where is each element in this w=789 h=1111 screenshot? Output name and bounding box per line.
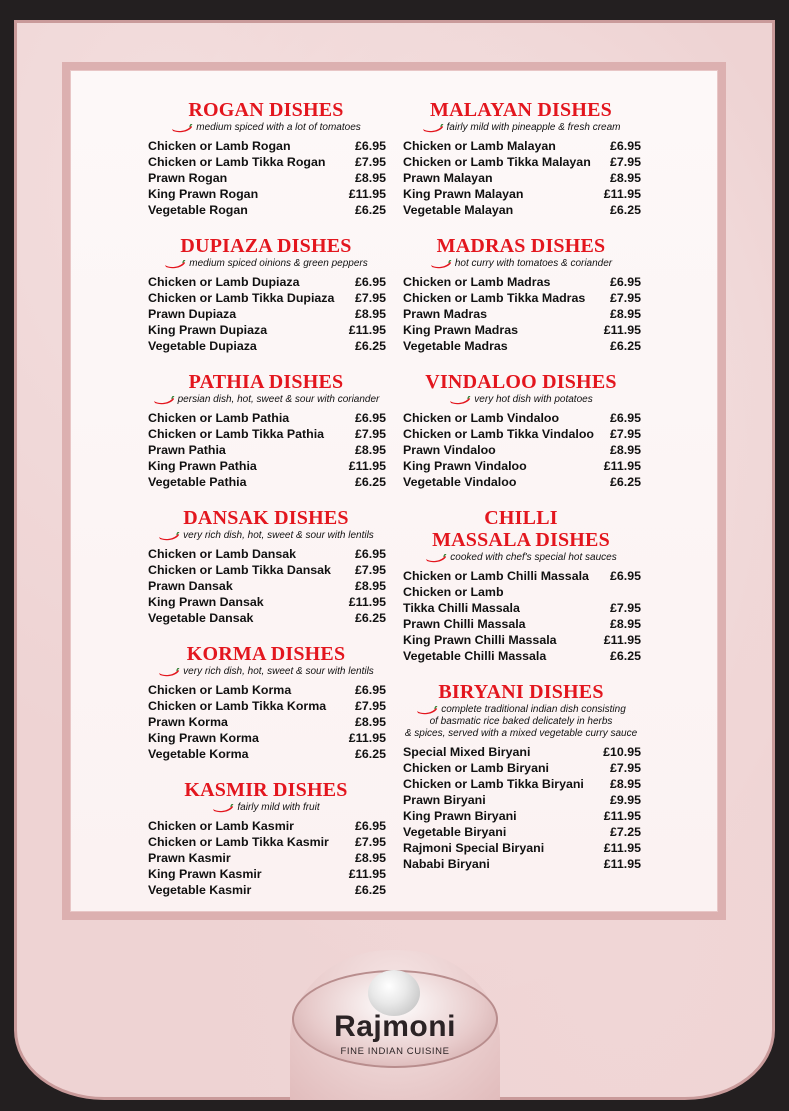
item-name: King Prawn Biryani: [403, 809, 517, 823]
section-description: [146, 530, 386, 542]
chilli-icon: [425, 554, 447, 563]
item-name: King Prawn Rogan: [148, 187, 259, 201]
description-line: medium spiced with a lot of tomatoes: [196, 122, 361, 133]
item-price: £7.95: [609, 155, 641, 169]
chilli-icon: [449, 396, 471, 405]
item-name: Chicken or Lamb Tikka Pathia: [148, 427, 325, 441]
description-line: hot curry with tomatoes & coriander: [454, 258, 613, 269]
menu-item: [146, 474, 386, 490]
item-name: King Prawn Dansak: [148, 595, 264, 609]
item-name: Chicken or Lamb Tikka Kasmir: [148, 835, 329, 849]
item-name: Chicken or Lamb Vindaloo: [403, 411, 560, 425]
item-price: £8.95: [609, 443, 641, 457]
menu-item: [146, 322, 386, 338]
section-description: [146, 802, 386, 814]
description-line: very hot dish with potatoes: [474, 394, 593, 405]
chilli-icon: [153, 396, 175, 405]
item-price: £6.25: [609, 203, 641, 217]
section-description: [146, 258, 386, 270]
rajmoni-logo: [292, 962, 498, 1072]
item-price: £8.95: [354, 443, 386, 457]
item-name: Chicken or Lamb Tikka Malayan: [403, 155, 591, 169]
item-price: £11.95: [603, 633, 641, 647]
item-price: £11.95: [603, 809, 641, 823]
item-price: £11.95: [348, 731, 386, 745]
item-price: £11.95: [348, 595, 386, 609]
item-price: £11.95: [348, 867, 386, 881]
item-name: Vegetable Dansak: [148, 611, 254, 625]
item-name: Chicken or Lamb Madras: [403, 275, 551, 289]
item-price: £8.95: [354, 307, 386, 321]
item-price: £7.95: [609, 427, 641, 441]
chilli-icon: [416, 706, 438, 715]
menu-item: [146, 818, 386, 834]
item-price: £8.95: [354, 579, 386, 593]
item-price: £6.95: [609, 569, 641, 583]
menu-section: [146, 235, 386, 354]
menu-item: [146, 882, 386, 898]
item-name: Vegetable Kasmir: [148, 883, 252, 897]
item-name: Chicken or Lamb Biryani: [403, 761, 549, 775]
item-price: £7.95: [609, 601, 641, 615]
menu-item: [401, 744, 641, 760]
menu-item: [401, 760, 641, 776]
item-name: Prawn Kasmir: [148, 851, 231, 865]
section-description: [401, 552, 641, 564]
menu-item: [401, 186, 641, 202]
menu-item: [401, 138, 641, 154]
item-name: Prawn Rogan: [148, 171, 228, 185]
item-price: £6.25: [354, 611, 386, 625]
menu-item: [146, 562, 386, 578]
item-name: Prawn Chilli Massala: [403, 617, 526, 631]
item-price: £7.95: [354, 835, 386, 849]
item-price: £6.25: [609, 649, 641, 663]
menu-item: [401, 776, 641, 792]
menu-item: [146, 274, 386, 290]
menu-item: [401, 426, 641, 442]
menu-item: [401, 274, 641, 290]
item-name: Chicken or Lamb Chilli Massala: [403, 569, 589, 583]
item-price: £10.95: [603, 745, 641, 759]
menu-item: [401, 442, 641, 458]
menu-column-left: [146, 99, 386, 915]
item-price: £11.95: [348, 323, 386, 337]
item-price: £6.25: [609, 475, 641, 489]
item-price: £8.95: [354, 171, 386, 185]
menu-section: [401, 507, 641, 664]
menu-item: [146, 138, 386, 154]
item-price: £6.95: [609, 139, 641, 153]
item-price: £7.95: [609, 761, 641, 775]
menu-item: [146, 306, 386, 322]
item-name: Vegetable Biryani: [403, 825, 507, 839]
menu-item: [146, 610, 386, 626]
menu-section: [146, 779, 386, 898]
section-description: [146, 666, 386, 678]
item-price: £6.95: [354, 819, 386, 833]
item-name: Nababi Biryani: [403, 857, 490, 871]
item-price: £6.25: [354, 339, 386, 353]
menu-section: [146, 643, 386, 762]
section-description: [146, 394, 386, 406]
item-name: King Prawn Pathia: [148, 459, 257, 473]
logo-tagline: FINE INDIAN CUISINE: [340, 1046, 450, 1057]
item-price: £8.95: [609, 307, 641, 321]
item-name: Chicken or Lamb Tikka Dupiaza: [148, 291, 335, 305]
item-name: Chicken or Lamb Korma: [148, 683, 292, 697]
item-price: £7.95: [354, 699, 386, 713]
menu-item: [401, 410, 641, 426]
item-price: £6.25: [354, 883, 386, 897]
menu-item: [146, 546, 386, 562]
section-title: DANSAK DISHES: [183, 507, 349, 529]
item-name: Chicken or Lamb Tikka Rogan: [148, 155, 326, 169]
logo-name: Rajmoni: [334, 1010, 456, 1043]
menu-item: [401, 808, 641, 824]
menu-item: [146, 426, 386, 442]
item-name: Vegetable Malayan: [403, 203, 514, 217]
description-line: complete traditional indian dish consisting: [441, 704, 626, 715]
item-name: Vegetable Pathia: [148, 475, 247, 489]
item-name: Vegetable Chilli Massala: [403, 649, 547, 663]
section-description: [401, 704, 641, 740]
menu-item: [401, 568, 641, 584]
item-name: Chicken or Lamb Pathia: [148, 411, 290, 425]
menu-item: [146, 714, 386, 730]
section-description: [401, 394, 641, 406]
item-price: £11.95: [603, 323, 641, 337]
item-price: £11.95: [603, 187, 641, 201]
item-price: £7.95: [354, 155, 386, 169]
menu-item: [401, 322, 641, 338]
item-price: £6.95: [354, 411, 386, 425]
item-price: £6.95: [354, 683, 386, 697]
item-price: £11.95: [348, 187, 386, 201]
item-name: King Prawn Madras: [403, 323, 518, 337]
item-price: £7.25: [609, 825, 641, 839]
item-name: Prawn Malayan: [403, 171, 493, 185]
item-name: Vegetable Madras: [403, 339, 508, 353]
item-name: Prawn Biryani: [403, 793, 486, 807]
menu-item: [146, 850, 386, 866]
item-name: Chicken or Lamb Dansak: [148, 547, 297, 561]
item-price: £11.95: [603, 857, 641, 871]
item-price: £8.95: [354, 851, 386, 865]
chilli-icon: [422, 124, 444, 133]
chilli-icon: [158, 668, 180, 677]
item-name: Vegetable Rogan: [148, 203, 248, 217]
menu-item: [146, 186, 386, 202]
menu-section: [401, 235, 641, 354]
menu-item: [146, 834, 386, 850]
item-name: Rajmoni Special Biryani: [403, 841, 545, 855]
item-name: King Prawn Kasmir: [148, 867, 262, 881]
section-title: BIRYANI DISHES: [438, 681, 604, 703]
item-name: Vegetable Dupiaza: [148, 339, 257, 353]
item-name: King Prawn Korma: [148, 731, 259, 745]
menu-item: [146, 746, 386, 762]
section-title: KASMIR DISHES: [184, 779, 348, 801]
menu-item: [401, 856, 641, 872]
chilli-icon: [171, 124, 193, 133]
section-description: [401, 122, 641, 134]
menu-item: [401, 616, 641, 632]
item-price: £8.95: [354, 715, 386, 729]
item-name: Chicken or Lamb Tikka Biryani: [403, 777, 584, 791]
menu-item: [146, 442, 386, 458]
description-line: medium spiced oinions & green peppers: [189, 258, 368, 269]
menu-item: [401, 792, 641, 808]
menu-section: [146, 99, 386, 218]
item-name: Prawn Korma: [148, 715, 228, 729]
item-price: £6.95: [609, 275, 641, 289]
item-price: £11.95: [603, 459, 641, 473]
menu-item: [146, 682, 386, 698]
menu-item: [401, 306, 641, 322]
item-name: Prawn Pathia: [148, 443, 226, 457]
section-title: MALAYAN DISHES: [430, 99, 612, 121]
description-line: persian dish, hot, sweet & sour with coriander: [177, 394, 380, 405]
menu-item: [401, 648, 641, 664]
item-price: £11.95: [603, 841, 641, 855]
menu-item: [401, 458, 641, 474]
description-line: & spices, served with a mixed vegetable curry sauce: [404, 728, 638, 739]
description-line: cooked with chef's special hot sauces: [450, 552, 617, 563]
section-title: MADRAS DISHES: [436, 235, 606, 257]
menu-item: [401, 824, 641, 840]
item-price: £11.95: [348, 459, 386, 473]
section-description: [401, 258, 641, 270]
item-name: Chicken or Lamb Tikka Dansak: [148, 563, 331, 577]
item-price: £6.95: [354, 547, 386, 561]
menu-item: [146, 338, 386, 354]
item-name: Prawn Vindaloo: [403, 443, 496, 457]
item-price: £6.25: [354, 475, 386, 489]
chilli-icon: [212, 804, 234, 813]
item-name: Chicken or Lamb Malayan: [403, 139, 556, 153]
menu-section: [401, 99, 641, 218]
item-name: Vegetable Vindaloo: [403, 475, 517, 489]
section-title: CHILLI MASSALA DISHES: [432, 507, 610, 551]
item-price: £6.95: [354, 275, 386, 289]
item-name: Prawn Dansak: [148, 579, 233, 593]
menu-item: [146, 458, 386, 474]
item-price: £7.95: [609, 291, 641, 305]
item-name: King Prawn Chilli Massala: [403, 633, 557, 647]
description-line: fairly mild with fruit: [237, 802, 320, 813]
section-title: VINDALOO DISHES: [425, 371, 617, 393]
item-price: £6.25: [354, 747, 386, 761]
description-line: fairly mild with pineapple & fresh cream: [446, 122, 621, 133]
section-description: [146, 122, 386, 134]
menu-item: [146, 202, 386, 218]
item-name: Prawn Dupiaza: [148, 307, 237, 321]
menu-item: [146, 578, 386, 594]
description-line: very rich dish, hot, sweet & sour with lentils: [183, 530, 374, 541]
item-price: £7.95: [354, 291, 386, 305]
menu-section: [146, 371, 386, 490]
item-price: £7.95: [354, 563, 386, 577]
item-name: Chicken or Lamb Tikka Korma: [148, 699, 327, 713]
menu-item: [401, 290, 641, 306]
item-name: Chicken or Lamb Kasmir: [148, 819, 294, 833]
menu-item: [401, 154, 641, 170]
item-price: £8.95: [609, 617, 641, 631]
menu-column-right: [401, 99, 641, 889]
chilli-icon: [164, 260, 186, 269]
section-title: PATHIA DISHES: [188, 371, 344, 393]
item-price: £7.95: [354, 427, 386, 441]
item-price: £6.95: [354, 139, 386, 153]
item-name: Chicken or Lamb Tikka Vindaloo: [403, 427, 594, 441]
menu-section: [401, 681, 641, 872]
menu-section: [146, 507, 386, 626]
menu-item: [401, 202, 641, 218]
item-name: King Prawn Dupiaza: [148, 323, 268, 337]
menu-item: [146, 698, 386, 714]
description-line: very rich dish, hot, sweet & sour with lentils: [183, 666, 374, 677]
item-name: Chicken or Lamb Dupiaza: [148, 275, 300, 289]
item-name: Chicken or Lamb Rogan: [148, 139, 291, 153]
item-price: £9.95: [609, 793, 641, 807]
menu-item: [401, 170, 641, 186]
item-price: £6.25: [354, 203, 386, 217]
menu-item: [401, 338, 641, 354]
menu-item: [146, 594, 386, 610]
item-name: Prawn Madras: [403, 307, 488, 321]
item-name: Vegetable Korma: [148, 747, 249, 761]
menu-item: [401, 840, 641, 856]
item-name: King Prawn Malayan: [403, 187, 524, 201]
chilli-icon: [430, 260, 452, 269]
item-name: Chicken or Lamb Tikka Madras: [403, 291, 586, 305]
menu-item: [146, 154, 386, 170]
item-name: Special Mixed Biryani: [403, 745, 531, 759]
section-title: KORMA DISHES: [186, 643, 346, 665]
description-line: of basmatic rice baked delicately in herbs: [429, 716, 613, 727]
menu-item: [401, 474, 641, 490]
item-price: £8.95: [609, 171, 641, 185]
item-price: £6.25: [609, 339, 641, 353]
menu-item: [146, 866, 386, 882]
menu-item: [146, 730, 386, 746]
menu-item: [401, 632, 641, 648]
menu-item: [401, 584, 641, 616]
menu-item: [146, 290, 386, 306]
item-name: Chicken or Lamb Tikka Chilli Massala: [403, 585, 520, 615]
menu-item: [146, 410, 386, 426]
item-name: King Prawn Vindaloo: [403, 459, 527, 473]
menu-section: [401, 371, 641, 490]
chilli-icon: [158, 532, 180, 541]
section-title: ROGAN DISHES: [188, 99, 344, 121]
item-price: £6.95: [609, 411, 641, 425]
menu-item: [146, 170, 386, 186]
section-title: DUPIAZA DISHES: [180, 235, 352, 257]
item-price: £8.95: [609, 777, 641, 791]
